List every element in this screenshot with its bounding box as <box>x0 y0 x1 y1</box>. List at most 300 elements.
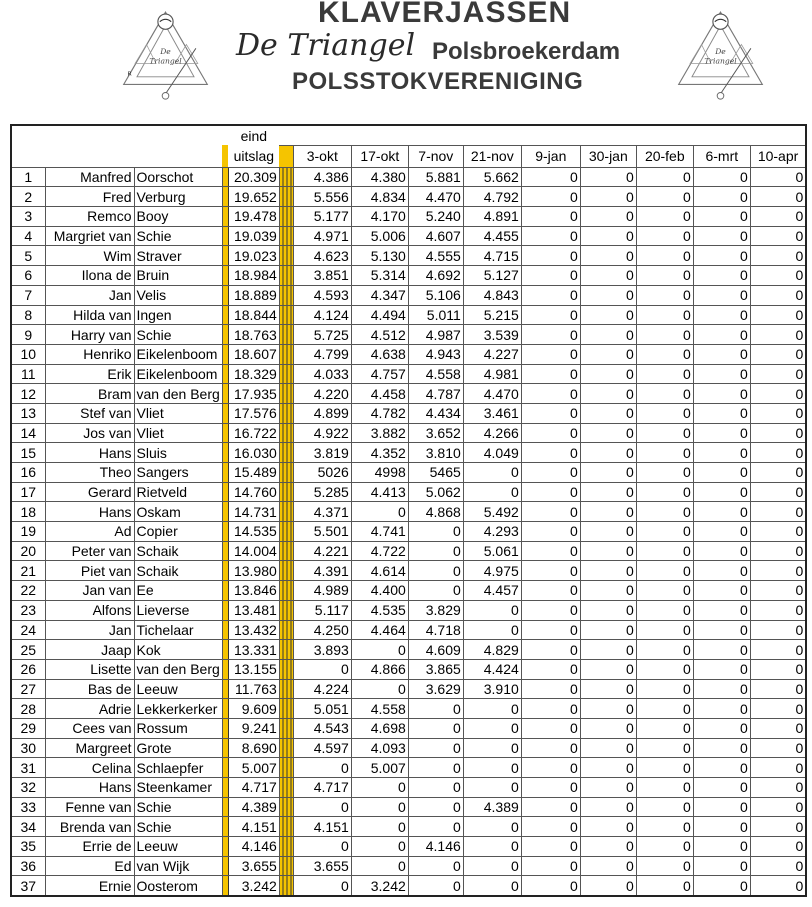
total-cell: 17.935 <box>228 384 279 404</box>
score-cell: 5.007 <box>351 758 408 778</box>
separator-bar <box>279 699 293 719</box>
score-cell: 0 <box>521 600 580 620</box>
first-name-cell: Lisette <box>45 659 134 679</box>
rank-cell: 32 <box>11 778 45 798</box>
total-header-line1: eind <box>240 127 268 144</box>
score-cell: 0 <box>636 443 693 463</box>
score-cell: 4.227 <box>463 344 521 364</box>
score-cell: 0 <box>521 226 580 246</box>
last-name-cell: Booy <box>134 207 222 227</box>
last-name-cell: Grote <box>134 738 222 758</box>
score-cell: 0 <box>580 738 636 758</box>
score-cell: 0 <box>521 167 580 187</box>
score-cell: 0 <box>521 699 580 719</box>
col-header: 3-okt <box>293 145 351 167</box>
score-cell: 0 <box>580 620 636 640</box>
score-cell: 4.698 <box>351 718 408 738</box>
score-cell: 5.061 <box>463 541 521 561</box>
last-name-cell: Kok <box>134 640 222 660</box>
col-header: 17-okt <box>351 145 408 167</box>
separator-bar <box>279 738 293 758</box>
score-cell: 0 <box>521 856 580 876</box>
score-cell: 0 <box>463 758 521 778</box>
rank-cell: 25 <box>11 640 45 660</box>
first-name-cell: Jos van <box>45 423 134 443</box>
first-name-cell: Erik <box>45 364 134 384</box>
last-name-cell: Schaik <box>134 561 222 581</box>
rank-cell: 9 <box>11 325 45 345</box>
score-cell: 4.757 <box>351 364 408 384</box>
score-cell: 0 <box>521 718 580 738</box>
score-cell: 0 <box>521 778 580 798</box>
score-cell: 0 <box>636 876 693 896</box>
score-cell: 0 <box>693 758 750 778</box>
score-cell: 0 <box>293 837 351 857</box>
separator-bar <box>279 403 293 423</box>
last-name-cell: van den Berg <box>134 384 222 404</box>
score-cell: 0 <box>408 561 463 581</box>
table-row <box>11 403 806 423</box>
score-cell: 5.127 <box>463 266 521 286</box>
score-cell: 0 <box>693 817 750 837</box>
score-cell: 0 <box>521 187 580 207</box>
score-cell: 0 <box>636 207 693 227</box>
score-cell: 0 <box>636 837 693 857</box>
score-cell: 4.718 <box>408 620 463 640</box>
score-cell: 4.943 <box>408 344 463 364</box>
score-cell: 0 <box>693 325 750 345</box>
score-cell: 0 <box>580 423 636 443</box>
score-cell: 0 <box>580 325 636 345</box>
score-cell: 4.347 <box>351 285 408 305</box>
last-name-cell: Vliet <box>134 423 222 443</box>
total-cell: 18.984 <box>228 266 279 286</box>
rank-cell: 35 <box>11 837 45 857</box>
rank-cell: 1 <box>11 167 45 187</box>
separator-bar <box>279 207 293 227</box>
separator-bar <box>279 246 293 266</box>
score-cell: 0 <box>636 600 693 620</box>
score-cell: 0 <box>580 561 636 581</box>
total-cell: 19.478 <box>228 207 279 227</box>
score-cell: 0 <box>693 600 750 620</box>
score-cell: 0 <box>750 364 806 384</box>
score-cell: 5.130 <box>351 246 408 266</box>
separator-bar <box>279 679 293 699</box>
score-cell: 0 <box>521 266 580 286</box>
score-cell: 3.539 <box>463 325 521 345</box>
score-cell: 4.033 <box>293 364 351 384</box>
score-cell: 0 <box>636 797 693 817</box>
score-cell: 0 <box>580 856 636 876</box>
standings-table <box>10 124 807 897</box>
score-cell: 4.434 <box>408 403 463 423</box>
score-cell: 0 <box>693 207 750 227</box>
first-name-cell: Margreet <box>45 738 134 758</box>
score-cell: 0 <box>750 817 806 837</box>
score-cell: 0 <box>521 659 580 679</box>
last-name-cell: Rietveld <box>134 482 222 502</box>
score-cell: 4.170 <box>351 207 408 227</box>
total-cell: 3.655 <box>228 856 279 876</box>
first-name-cell: Jan <box>45 285 134 305</box>
separator-bar <box>279 305 293 325</box>
first-name-cell: Fred <box>45 187 134 207</box>
rank-cell: 34 <box>11 817 45 837</box>
score-cell: 3.652 <box>408 423 463 443</box>
score-cell: 0 <box>750 403 806 423</box>
score-cell: 0 <box>580 502 636 522</box>
score-cell: 4.352 <box>351 443 408 463</box>
score-cell: 4.470 <box>463 384 521 404</box>
score-cell: 0 <box>521 758 580 778</box>
score-cell: 0 <box>693 541 750 561</box>
club-logo-icon <box>673 4 768 104</box>
separator-bar <box>279 797 293 817</box>
table-row <box>11 502 806 522</box>
score-cell: 5.215 <box>463 305 521 325</box>
score-cell: 0 <box>636 561 693 581</box>
score-cell: 0 <box>580 167 636 187</box>
score-cell: 0 <box>521 207 580 227</box>
score-cell: 4.049 <box>463 443 521 463</box>
score-cell: 0 <box>636 679 693 699</box>
column-header-row <box>11 145 806 167</box>
table-row <box>11 443 806 463</box>
separator-bar <box>279 817 293 837</box>
score-cell: 4.250 <box>293 620 351 640</box>
total-cell: 14.004 <box>228 541 279 561</box>
first-name-cell: Hilda van <box>45 305 134 325</box>
separator-bar <box>279 876 293 896</box>
score-cell: 4.457 <box>463 581 521 601</box>
table-row <box>11 738 806 758</box>
score-cell: 0 <box>693 482 750 502</box>
score-cell: 4.866 <box>351 659 408 679</box>
separator-bar <box>279 423 293 443</box>
score-cell: 5.556 <box>293 187 351 207</box>
score-cell: 0 <box>750 600 806 620</box>
score-cell: 0 <box>636 778 693 798</box>
separator-bar <box>279 600 293 620</box>
score-cell: 0 <box>408 522 463 542</box>
score-cell: 0 <box>750 581 806 601</box>
score-cell: 4.124 <box>293 305 351 325</box>
total-cell: 13.481 <box>228 600 279 620</box>
score-cell: 0 <box>750 522 806 542</box>
rank-cell: 7 <box>11 285 45 305</box>
rank-cell: 29 <box>11 718 45 738</box>
first-name-cell: Alfons <box>45 600 134 620</box>
total-cell: 4.717 <box>228 778 279 798</box>
score-cell: 5.492 <box>463 502 521 522</box>
score-cell: 0 <box>693 620 750 640</box>
score-cell: 0 <box>580 522 636 542</box>
rank-cell: 14 <box>11 423 45 443</box>
score-cell: 4.380 <box>351 167 408 187</box>
score-cell: 0 <box>750 305 806 325</box>
score-cell: 4.389 <box>463 797 521 817</box>
last-name-cell: Rossum <box>134 718 222 738</box>
score-cell: 0 <box>693 305 750 325</box>
score-cell: 3.655 <box>293 856 351 876</box>
score-cell: 4.266 <box>463 423 521 443</box>
score-cell: 4.224 <box>293 679 351 699</box>
score-cell: 0 <box>463 600 521 620</box>
score-cell: 0 <box>693 167 750 187</box>
score-cell: 0 <box>351 856 408 876</box>
score-cell: 0 <box>521 423 580 443</box>
score-cell: 5.062 <box>408 482 463 502</box>
score-cell: 0 <box>580 384 636 404</box>
score-cell: 5.881 <box>408 167 463 187</box>
score-cell: 0 <box>636 620 693 640</box>
score-cell: 4.715 <box>463 246 521 266</box>
score-cell: 4.782 <box>351 403 408 423</box>
last-name-cell: Schie <box>134 325 222 345</box>
score-cell: 3.461 <box>463 403 521 423</box>
score-cell: 0 <box>580 266 636 286</box>
score-cell: 0 <box>750 620 806 640</box>
score-cell: 0 <box>636 285 693 305</box>
score-cell: 0 <box>580 285 636 305</box>
score-cell: 3.810 <box>408 443 463 463</box>
score-cell: 0 <box>580 482 636 502</box>
score-cell: 0 <box>463 620 521 640</box>
first-name-cell: Adrie <box>45 699 134 719</box>
first-name-cell: Theo <box>45 463 134 483</box>
score-cell: 0 <box>580 226 636 246</box>
score-cell: 0 <box>408 817 463 837</box>
score-cell: 3.829 <box>408 600 463 620</box>
score-cell: 0 <box>693 344 750 364</box>
first-name-cell: Bas de <box>45 679 134 699</box>
score-cell: 0 <box>636 364 693 384</box>
last-name-cell: Oosterom <box>134 876 222 896</box>
score-cell: 0 <box>636 305 693 325</box>
score-cell: 0 <box>521 463 580 483</box>
score-cell: 0 <box>636 522 693 542</box>
total-cell: 14.760 <box>228 482 279 502</box>
separator-bar <box>279 226 293 246</box>
score-cell: 3.910 <box>463 679 521 699</box>
separator-bar <box>279 581 293 601</box>
score-cell: 0 <box>408 718 463 738</box>
total-cell: 4.146 <box>228 837 279 857</box>
separator-bar <box>279 364 293 384</box>
score-cell: 0 <box>693 443 750 463</box>
score-cell: 0 <box>636 423 693 443</box>
score-cell: 4.722 <box>351 541 408 561</box>
score-cell: 3.851 <box>293 266 351 286</box>
separator-bar <box>279 522 293 542</box>
score-cell: 0 <box>693 837 750 857</box>
table-row <box>11 817 806 837</box>
total-cell: 8.690 <box>228 738 279 758</box>
score-cell: 4.989 <box>293 581 351 601</box>
first-name-cell: Bram <box>45 384 134 404</box>
rank-cell: 18 <box>11 502 45 522</box>
score-cell: 0 <box>351 778 408 798</box>
score-cell: 0 <box>636 699 693 719</box>
score-cell: 0 <box>750 384 806 404</box>
table-row <box>11 522 806 542</box>
score-cell: 0 <box>580 207 636 227</box>
score-cell: 0 <box>693 561 750 581</box>
score-cell: 4998 <box>351 463 408 483</box>
score-cell: 0 <box>750 738 806 758</box>
score-cell: 0 <box>693 463 750 483</box>
table-row <box>11 797 806 817</box>
rank-cell: 36 <box>11 856 45 876</box>
col-header: 10-apr <box>750 145 806 167</box>
rank-cell: 20 <box>11 541 45 561</box>
score-cell: 0 <box>580 679 636 699</box>
score-cell: 4.799 <box>293 344 351 364</box>
score-cell: 0 <box>693 640 750 660</box>
score-cell: 4.981 <box>463 364 521 384</box>
table-row <box>11 600 806 620</box>
score-cell: 0 <box>693 778 750 798</box>
score-cell: 0 <box>463 699 521 719</box>
first-name-cell: Hans <box>45 502 134 522</box>
separator-bar <box>279 463 293 483</box>
score-cell: 4.470 <box>408 187 463 207</box>
svg-text:Triangel: Triangel <box>704 56 737 66</box>
table-row <box>11 187 806 207</box>
rank-cell: 10 <box>11 344 45 364</box>
last-name-cell: van Wijk <box>134 856 222 876</box>
table-row <box>11 305 806 325</box>
score-cell: 0 <box>750 226 806 246</box>
score-cell: 4.987 <box>408 325 463 345</box>
score-cell: 0 <box>750 325 806 345</box>
score-cell: 4.609 <box>408 640 463 660</box>
score-cell: 4.293 <box>463 522 521 542</box>
score-cell: 4.464 <box>351 620 408 640</box>
score-cell: 5026 <box>293 463 351 483</box>
total-cell: 13.155 <box>228 659 279 679</box>
score-cell: 0 <box>408 699 463 719</box>
score-cell: 3.882 <box>351 423 408 443</box>
score-cell: 0 <box>693 659 750 679</box>
score-cell: 0 <box>750 856 806 876</box>
last-name-cell: Ee <box>134 581 222 601</box>
separator-bar <box>279 443 293 463</box>
score-cell: 0 <box>693 403 750 423</box>
last-name-cell: Vliet <box>134 403 222 423</box>
separator-bar <box>279 640 293 660</box>
col-header: 7-nov <box>408 145 463 167</box>
separator-bar <box>279 541 293 561</box>
last-name-cell: Straver <box>134 246 222 266</box>
total-cell: 18.763 <box>228 325 279 345</box>
separator-bar <box>279 482 293 502</box>
score-cell: 0 <box>750 187 806 207</box>
score-cell: 0 <box>750 758 806 778</box>
table-row <box>11 246 806 266</box>
last-name-cell: Oskam <box>134 502 222 522</box>
score-cell: 4.971 <box>293 226 351 246</box>
separator-bar <box>279 187 293 207</box>
total-cell: 18.889 <box>228 285 279 305</box>
score-cell: 4.597 <box>293 738 351 758</box>
total-cell: 19.023 <box>228 246 279 266</box>
score-cell: 0 <box>521 797 580 817</box>
score-cell: 0 <box>580 364 636 384</box>
score-cell: 0 <box>408 797 463 817</box>
score-cell: 0 <box>463 817 521 837</box>
score-cell: 3.893 <box>293 640 351 660</box>
total-cell: 14.731 <box>228 502 279 522</box>
score-cell: 4.593 <box>293 285 351 305</box>
score-cell: 0 <box>750 699 806 719</box>
separator-bar <box>279 167 293 187</box>
table-row <box>11 344 806 364</box>
score-cell: 4.717 <box>293 778 351 798</box>
score-cell: 0 <box>750 502 806 522</box>
score-cell: 0 <box>693 187 750 207</box>
last-name-cell: van den Berg <box>134 659 222 679</box>
score-cell: 4.220 <box>293 384 351 404</box>
score-cell: 5.314 <box>351 266 408 286</box>
rank-cell: 28 <box>11 699 45 719</box>
score-cell: 0 <box>636 325 693 345</box>
last-name-cell: Schlaepfer <box>134 758 222 778</box>
score-cell: 0 <box>693 522 750 542</box>
score-cell: 4.555 <box>408 246 463 266</box>
score-cell: 0 <box>750 344 806 364</box>
score-cell: 0 <box>750 423 806 443</box>
score-cell: 4.400 <box>351 581 408 601</box>
score-cell: 0 <box>293 659 351 679</box>
score-cell: 0 <box>463 778 521 798</box>
score-cell: 0 <box>693 246 750 266</box>
score-cell: 4.829 <box>463 640 521 660</box>
score-cell: 0 <box>693 266 750 286</box>
total-cell: 13.432 <box>228 620 279 640</box>
last-name-cell: Schie <box>134 817 222 837</box>
table-row <box>11 325 806 345</box>
score-cell: 0 <box>580 344 636 364</box>
first-name-cell: Stef van <box>45 403 134 423</box>
rank-cell: 24 <box>11 620 45 640</box>
score-cell: 0 <box>750 541 806 561</box>
score-cell: 0 <box>293 797 351 817</box>
score-cell: 0 <box>750 797 806 817</box>
separator-bar <box>279 758 293 778</box>
total-cell: 13.331 <box>228 640 279 660</box>
score-cell: 0 <box>693 581 750 601</box>
table-row <box>11 856 806 876</box>
last-name-cell: Sluis <box>134 443 222 463</box>
rank-cell: 37 <box>11 876 45 896</box>
total-cell: 13.846 <box>228 581 279 601</box>
score-cell: 0 <box>408 876 463 896</box>
score-cell: 0 <box>408 856 463 876</box>
score-cell: 4.458 <box>351 384 408 404</box>
rank-cell: 23 <box>11 600 45 620</box>
col-header: 30-jan <box>580 145 636 167</box>
score-cell: 4.899 <box>293 403 351 423</box>
score-cell: 3.865 <box>408 659 463 679</box>
score-cell: 0 <box>351 817 408 837</box>
last-name-cell: Lekkerkerker <box>134 699 222 719</box>
score-cell: 5.725 <box>293 325 351 345</box>
score-cell: 0 <box>636 581 693 601</box>
last-name-cell: Oorschot <box>134 167 222 187</box>
score-cell: 0 <box>636 167 693 187</box>
